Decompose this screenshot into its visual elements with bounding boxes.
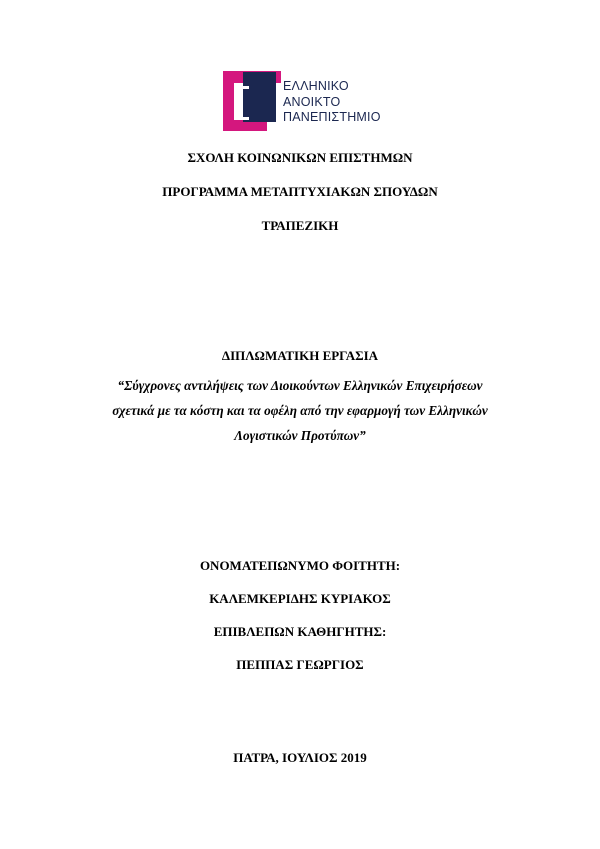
supervisor-name: ΠΕΠΠΑΣ ΓΕΩΡΓΙΟΣ xyxy=(236,657,364,672)
program-name: ΠΡΟΓΡΑΜΜΑ ΜΕΤΑΠΤΥΧΙΑΚΩΝ ΣΠΟΥΔΩΝ xyxy=(162,184,438,199)
field-name: ΤΡΑΠΕΖΙΚΗ xyxy=(261,218,339,233)
thesis-title-line-1: “Σύγχρονες αντιλήψεις των Διοικούντων Ελληνικών Επιχειρήσεων xyxy=(117,378,483,393)
thesis-title-line-3: Λογιστικών Προτύπων” xyxy=(234,428,366,443)
school-name: ΣΧΟΛΗ ΚΟΙΝΩΝΙΚΩΝ ΕΠΙΣΤΗΜΩΝ xyxy=(187,150,413,165)
supervisor-label: ΕΠΙΒΛΕΠΩΝ ΚΑΘΗΓΗΤΗΣ: xyxy=(213,624,387,639)
thesis-label: ΔΙΠΛΩΜΑΤΙΚΗ ΕΡΓΑΣΙΑ xyxy=(221,348,379,363)
logo-line-2: ΑΝΟΙΚΤΟ xyxy=(283,94,341,109)
student-name: ΚΑΛΕΜΚΕΡΙΔΗΣ ΚΥΡΙΑΚΟΣ xyxy=(209,591,391,606)
logo-text xyxy=(283,79,381,126)
place-date: ΠΑΤΡΑ, ΙΟΥΛΙΟΣ 2019 xyxy=(233,750,367,765)
logo-line-3: ΠΑΝΕΠΙΣΤΗΜΙΟ xyxy=(283,110,381,124)
logo-navy-shape xyxy=(243,72,276,122)
thesis-title-line-2: σχετικά με τα κόστη και τα οφέλη από την εφαρμογή των Ελληνικών xyxy=(112,403,488,418)
logo-line-1: ΕΛΛΗΝΙΚΟ xyxy=(283,79,349,93)
student-label: ΟΝΟΜΑΤΕΠΩΝΥΜΟ ΦΟΙΤΗΤΗ: xyxy=(199,558,401,573)
